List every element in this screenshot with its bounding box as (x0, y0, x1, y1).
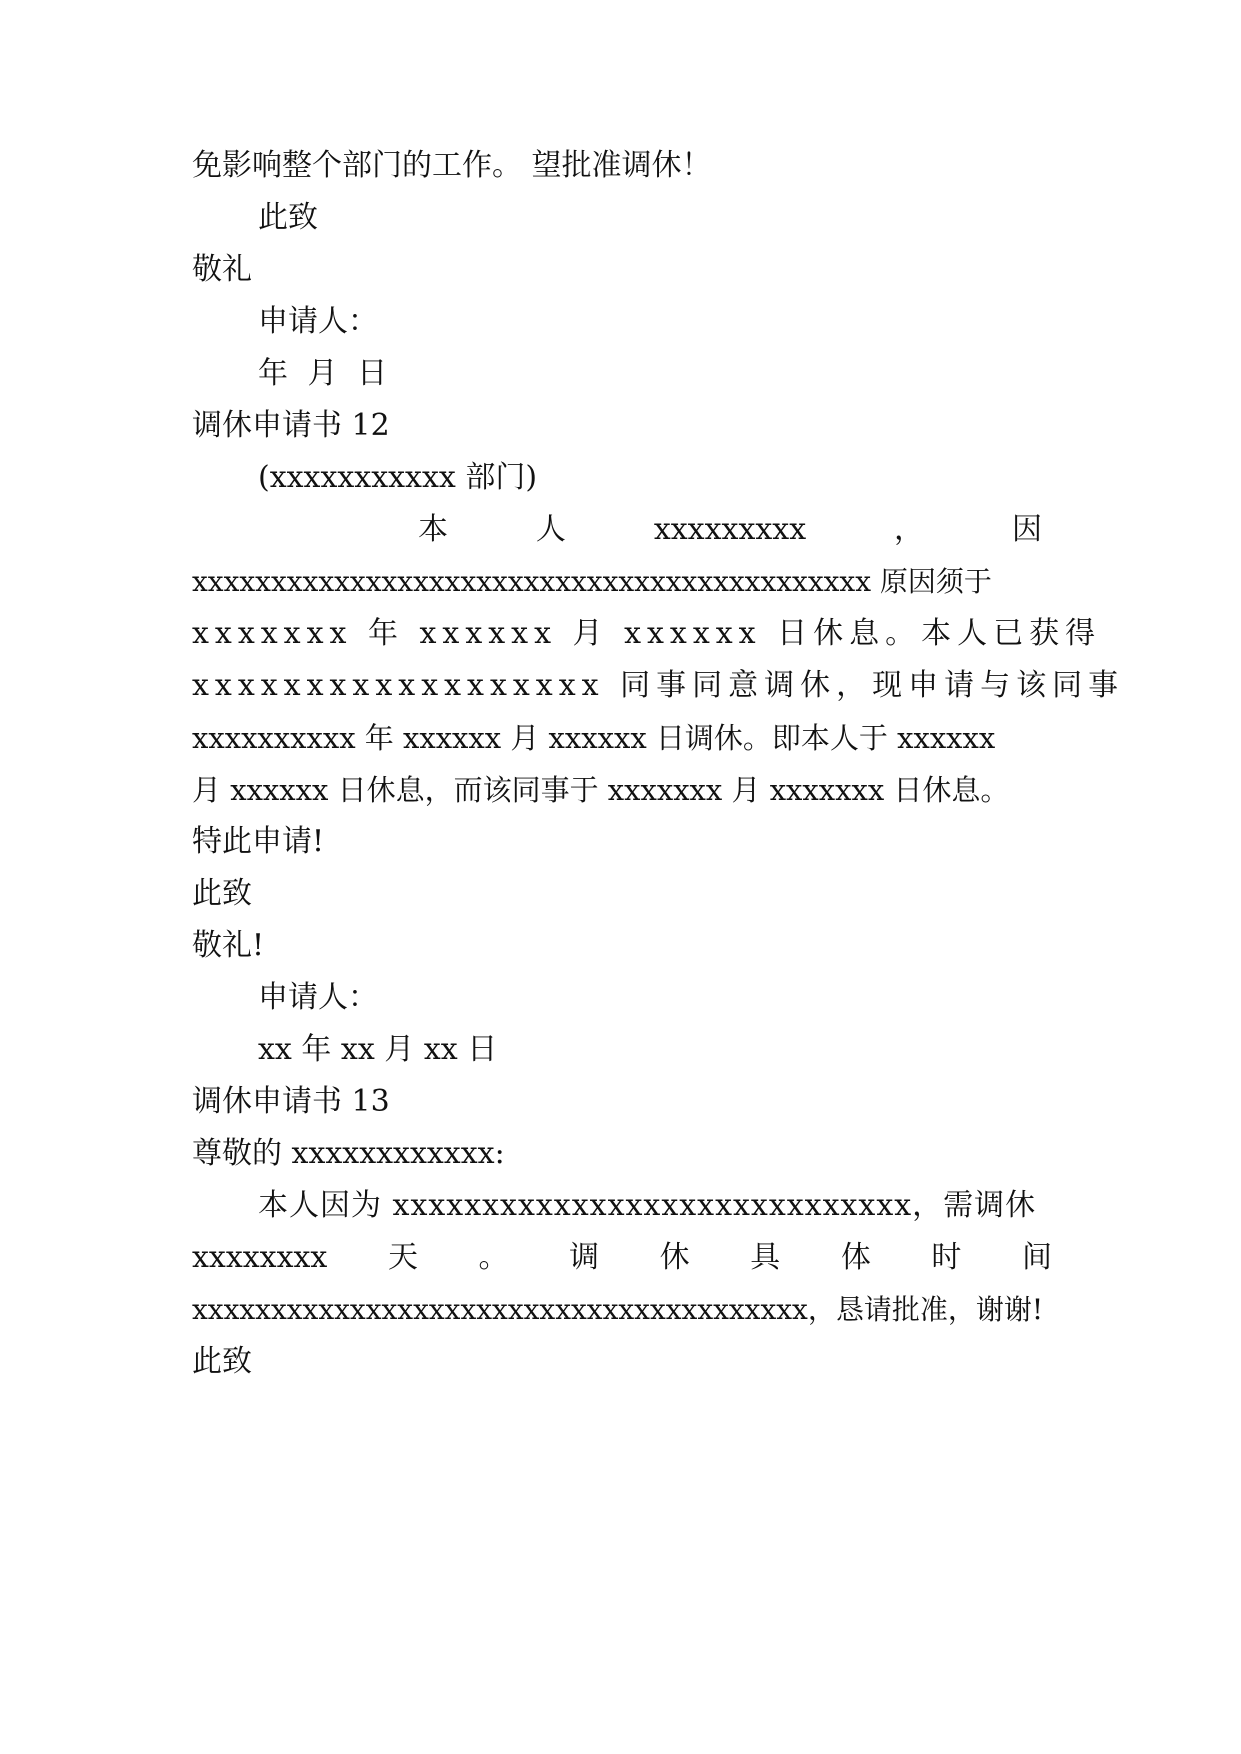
text-line: xxxxxxxxxxxxxxxxxxxxxxxxxxxxxxxxxxxxxxx，恳请批准，谢谢! (192, 1293, 1044, 1326)
spread-word: 天 (387, 1240, 418, 1275)
spread-text-line (418, 501, 1042, 559)
text-line: xxxxxxxxxxxxxxxxxxxxxxxxxxxxxxxxxxxxxxxxxxx 原因须于 (192, 565, 992, 598)
spread-word: xxxxxxxxx (653, 512, 807, 547)
text-line: 此致 (258, 200, 318, 235)
spread-word: 调 (569, 1240, 600, 1275)
spread-word: 时 (931, 1240, 962, 1275)
spread-word: 人 (535, 512, 566, 547)
spread-word: xxxxxxxx (192, 1240, 328, 1275)
spread-text-line (192, 1229, 1052, 1287)
text-line: 免影响整个部门的工作。 望批准调休！ (192, 148, 712, 183)
spread-word: 本 (418, 512, 448, 547)
text-line: xxxxxxxxxx 年 xxxxxx 月 xxxxxx 日调休。即本人于 xxxxxx (192, 721, 996, 755)
spread-word: 具 (750, 1240, 781, 1275)
text-line: 尊敬的 xxxxxxxxxxxx: (192, 1136, 505, 1171)
text-line: 特此申请! (192, 824, 325, 859)
text-line: xxxxxxx 年 xxxxxx 月 xxxxxx 日休息。本人已获得 (192, 616, 1102, 651)
text-line: 月 xxxxxx 日休息，而该同事于 xxxxxxx 月 xxxxxxx 日休息。 (192, 773, 1010, 807)
text-line: xx 年 xx 月 xx 日 (258, 1032, 498, 1067)
text-line: (xxxxxxxxxxx 部门) (258, 460, 538, 495)
section-heading: 调休申请书 13 (192, 1084, 390, 1119)
text-line: 本人因为 xxxxxxxxxxxxxxxxxxxxxxxxxxxxx，需调休 (258, 1188, 1037, 1223)
section-heading: 调休申请书 12 (192, 408, 390, 443)
text-line: 敬礼! (192, 928, 265, 963)
text-line: 敬礼 (192, 252, 252, 287)
text-line: 此致 (192, 1344, 252, 1379)
spread-word: 间 (1021, 1240, 1052, 1275)
spread-word: 因 (1011, 512, 1042, 547)
text-line: 申请人： (258, 980, 378, 1015)
spread-word: ， (894, 512, 925, 547)
spread-word: 体 (840, 1240, 871, 1275)
spread-word: 。 (478, 1240, 509, 1275)
text-line: 此致 (192, 876, 252, 911)
spread-word: 休 (659, 1240, 690, 1275)
text-line: xxxxxxxxxxxxxxxxxx 同事同意调休，现申请与该同事 (192, 668, 1125, 703)
text-line: 申请人： (258, 304, 378, 339)
text-line: 年 月 日 (258, 356, 388, 391)
